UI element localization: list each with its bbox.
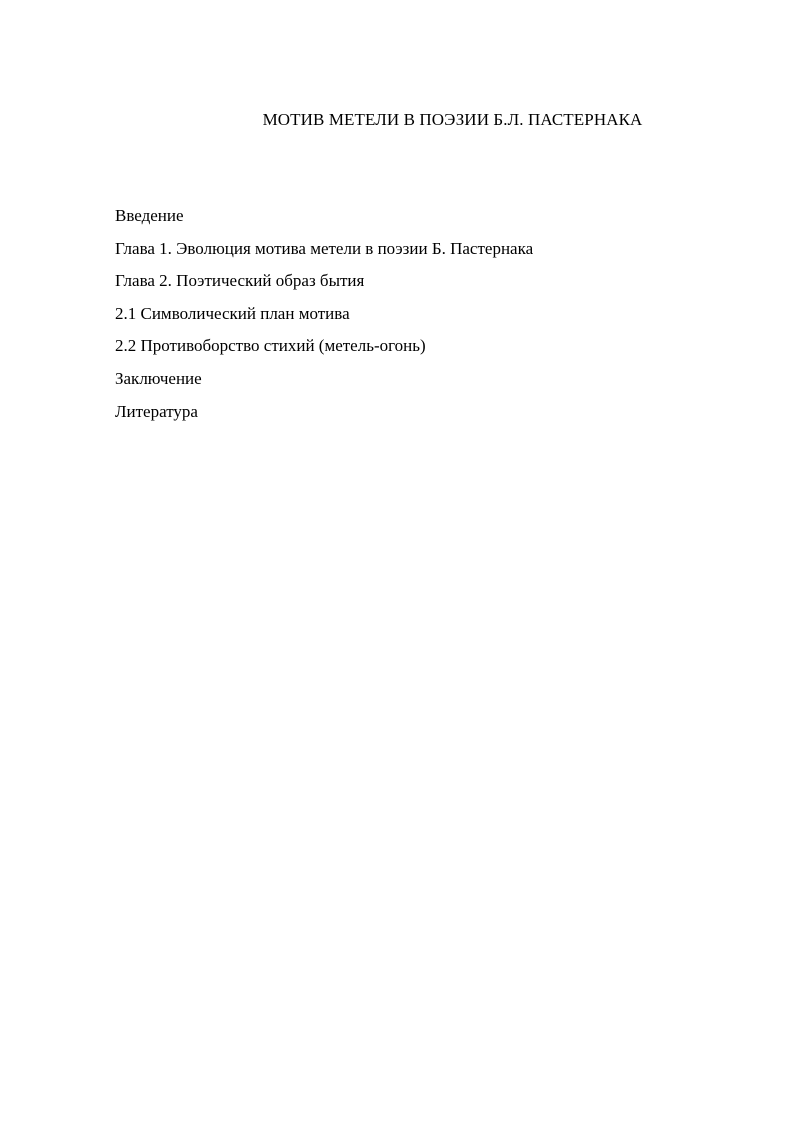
toc-item-literature: Литература <box>115 401 198 421</box>
toc-item-section-2-1: 2.1 Символический план мотива <box>115 303 350 323</box>
toc-item-introduction: Введение <box>115 206 184 225</box>
document-title: МОТИВ МЕТЕЛИ В ПОЭЗИИ Б.Л. ПАСТЕРНАКА <box>262 110 643 129</box>
toc-item-conclusion: Заключение <box>115 368 202 388</box>
toc-item-section-2-2: 2.2 Противоборство стихий (метель-огонь) <box>115 336 426 356</box>
toc-item-chapter-1: Глава 1. Эволюция мотива метели в поэзии Б. Пастернака <box>115 238 534 258</box>
table-of-contents <box>115 205 533 433</box>
toc-item-chapter-2: Глава 2. Поэтический образ бытия <box>115 271 365 291</box>
